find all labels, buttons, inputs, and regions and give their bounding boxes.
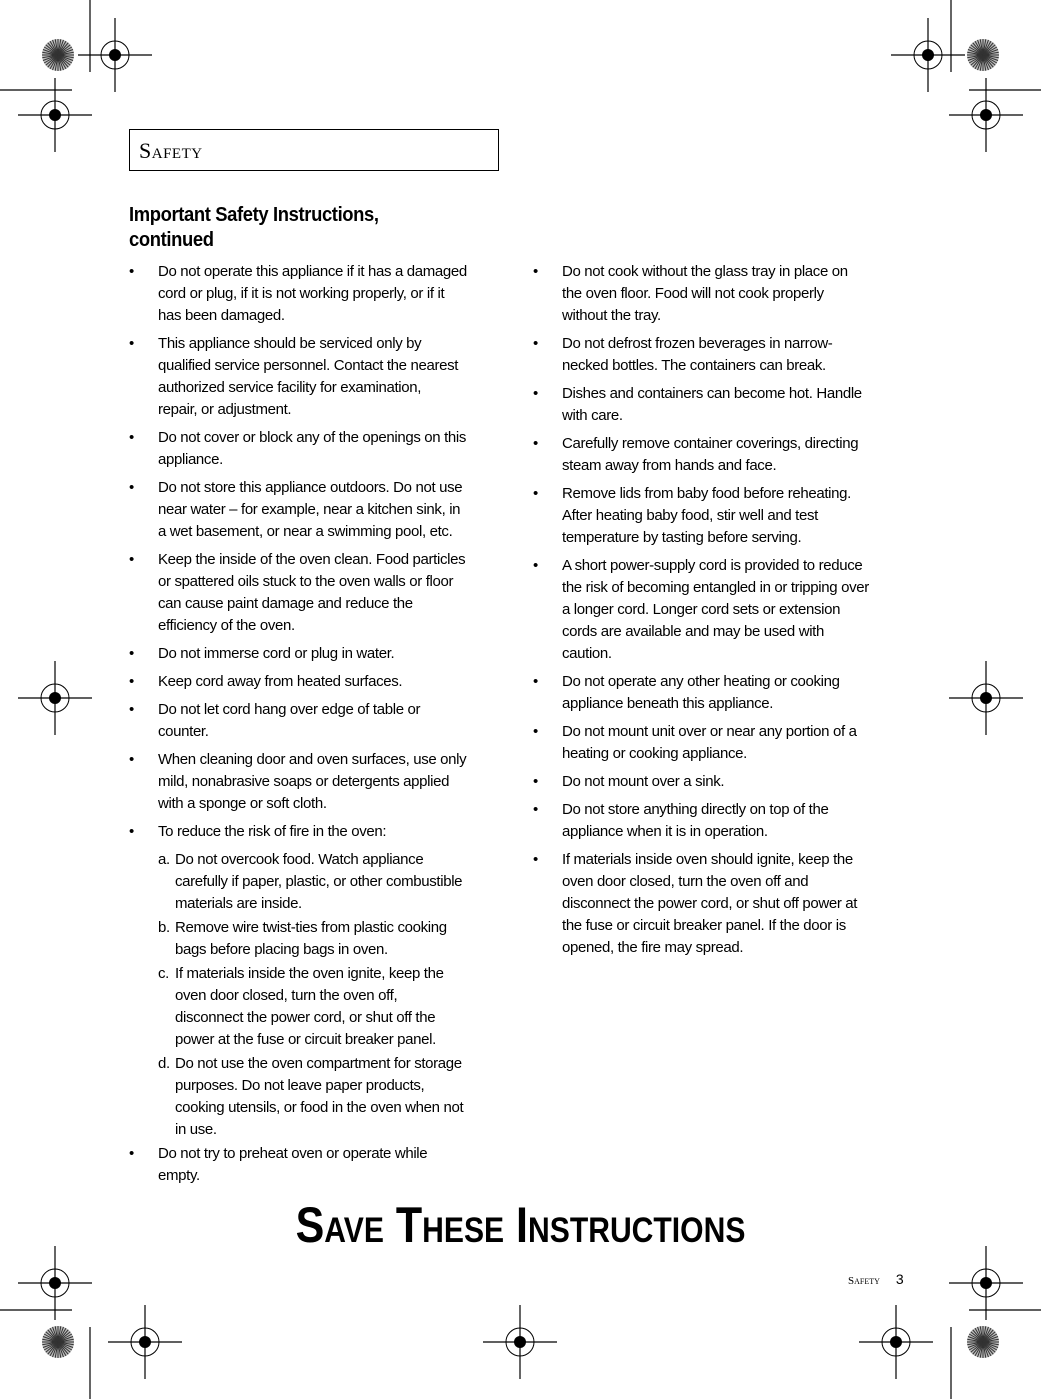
sub-item-text-line: carefully if paper, plastic, or other combustible bbox=[175, 873, 463, 890]
item-text-line: appliance beneath this appliance. bbox=[562, 695, 774, 712]
item-text-line: without the tray. bbox=[562, 307, 661, 324]
sub-item-label: b. bbox=[158, 919, 170, 936]
bullet-icon: • bbox=[129, 551, 134, 568]
item-text-line: with care. bbox=[562, 407, 623, 424]
item-text-line: temperature by tasting before serving. bbox=[562, 529, 802, 546]
item-text-line: oven door closed, turn the oven off and bbox=[562, 873, 809, 890]
left-column bbox=[129, 261, 509, 1193]
bullet-icon: • bbox=[129, 1145, 134, 1162]
bullet-icon: • bbox=[533, 673, 538, 690]
item-text-line: empty. bbox=[158, 1167, 200, 1184]
sub-item bbox=[158, 917, 509, 961]
item-text-line: authorized service facility for examination, bbox=[158, 379, 422, 396]
sub-item-text-line: power at the fuse or circuit breaker panel. bbox=[175, 1031, 436, 1048]
item-text-line: Do not try to preheat oven or operate while bbox=[158, 1145, 428, 1162]
bullet-icon: • bbox=[129, 751, 134, 768]
sub-item-text-line: bags before placing bags in oven. bbox=[175, 941, 388, 958]
item-text-line: cord or plug, if it is not working properly, or if it bbox=[158, 285, 445, 302]
item-text-line: appliance when it is in operation. bbox=[562, 823, 768, 840]
bullet-item bbox=[129, 261, 509, 327]
sub-item-text-line: Remove wire twist-ties from plastic cooking bbox=[175, 919, 447, 936]
bullet-item bbox=[533, 849, 913, 959]
sub-item bbox=[158, 849, 509, 915]
sub-list bbox=[158, 849, 509, 1141]
bullet-item bbox=[533, 261, 913, 327]
item-text-line: Do not cook without the glass tray in place on bbox=[562, 263, 848, 280]
bullet-icon: • bbox=[533, 851, 538, 868]
bullet-icon: • bbox=[533, 263, 538, 280]
bullet-icon: • bbox=[533, 435, 538, 452]
section-header: Safety bbox=[139, 138, 203, 163]
item-text-line: near water – for example, near a kitchen sink, in bbox=[158, 501, 461, 518]
footer-section: Safety bbox=[848, 1275, 880, 1287]
bullet-item bbox=[129, 427, 509, 471]
item-text-line: can cause paint damage and reduce the bbox=[158, 595, 413, 612]
sub-item bbox=[158, 963, 509, 1051]
item-text-line: has been damaged. bbox=[158, 307, 285, 324]
item-text-line: After heating baby food, stir well and test bbox=[562, 507, 818, 524]
bullet-icon: • bbox=[533, 485, 538, 502]
bullet-item bbox=[533, 483, 913, 549]
page-number: 3 bbox=[895, 1271, 904, 1287]
bullet-icon: • bbox=[129, 263, 134, 280]
bullet-icon: • bbox=[533, 335, 538, 352]
item-text-line: Do not operate any other heating or cooking bbox=[562, 673, 840, 690]
item-text-line: To reduce the risk of fire in the oven: bbox=[158, 823, 387, 840]
item-text-line: Do not let cord hang over edge of table or bbox=[158, 701, 421, 718]
sub-item-text-line: If materials inside the oven ignite, keep the bbox=[175, 965, 444, 982]
bullet-item bbox=[129, 749, 509, 815]
item-text-line: Carefully remove container coverings, directing bbox=[562, 435, 859, 452]
item-text-line: qualified service personnel. Contact the nearest bbox=[158, 357, 459, 374]
bullet-item bbox=[129, 699, 509, 743]
item-text-line: appliance. bbox=[158, 451, 223, 468]
sub-item-label: d. bbox=[158, 1055, 170, 1072]
item-text-line: Do not operate this appliance if it has a damaged bbox=[158, 263, 467, 280]
bullet-icon: • bbox=[533, 801, 538, 818]
item-text-line: opened, the fire may spread. bbox=[562, 939, 744, 956]
bullet-item bbox=[129, 333, 509, 421]
item-text-line: efficiency of the oven. bbox=[158, 617, 295, 634]
bullet-item bbox=[533, 433, 913, 477]
bullet-item bbox=[129, 671, 509, 693]
bullet-icon: • bbox=[129, 701, 134, 718]
bullet-item bbox=[533, 799, 913, 843]
item-text-line: caution. bbox=[562, 645, 612, 662]
bullet-item bbox=[533, 333, 913, 377]
bullet-item bbox=[533, 771, 913, 793]
bullet-item bbox=[533, 383, 913, 427]
sub-item-text-line: Do not overcook food. Watch appliance bbox=[175, 851, 424, 868]
page-title-line: continued bbox=[129, 229, 214, 251]
page-footer bbox=[848, 1271, 904, 1287]
item-text-line: Dishes and containers can become hot. Handle bbox=[562, 385, 862, 402]
section-header-box bbox=[129, 129, 499, 171]
item-text-line: Do not cover or block any of the openings on this bbox=[158, 429, 467, 446]
bullet-icon: • bbox=[129, 429, 134, 446]
item-text-line: the oven floor. Food will not cook properly bbox=[562, 285, 824, 302]
page-title bbox=[129, 203, 379, 253]
sub-item bbox=[158, 1053, 509, 1141]
bullet-icon: • bbox=[533, 773, 538, 790]
bullet-icon: • bbox=[129, 479, 134, 496]
item-text-line: Do not immerse cord or plug in water. bbox=[158, 645, 395, 662]
bullet-item bbox=[533, 671, 913, 715]
bullet-item bbox=[129, 643, 509, 665]
item-text-line: Do not mount over a sink. bbox=[562, 773, 725, 790]
bullet-item bbox=[533, 721, 913, 765]
bullet-icon: • bbox=[129, 823, 134, 840]
page-title-line: Important Safety Instructions, bbox=[129, 204, 379, 226]
item-text-line: with a sponge or soft cloth. bbox=[158, 795, 327, 812]
item-text-line: mild, nonabrasive soaps or detergents applied bbox=[158, 773, 450, 790]
item-text-line: Remove lids from baby food before reheating. bbox=[562, 485, 851, 502]
sub-item-text-line: disconnect the power cord, or shut off the bbox=[175, 1009, 436, 1026]
bullet-item bbox=[533, 555, 913, 665]
item-text-line: Do not store anything directly on top of the bbox=[562, 801, 829, 818]
bullet-item bbox=[129, 821, 509, 1141]
item-text-line: Do not defrost frozen beverages in narrow- bbox=[562, 335, 833, 352]
bullet-icon: • bbox=[129, 335, 134, 352]
sub-item-text-line: cooking utensils, or food in the oven when not bbox=[175, 1099, 464, 1116]
item-text-line: This appliance should be serviced only by bbox=[158, 335, 422, 352]
item-text-line: the fuse or circuit breaker panel. If the door is bbox=[562, 917, 846, 934]
item-text-line: disconnect the power cord, or shut off power at bbox=[562, 895, 858, 912]
bullet-icon: • bbox=[129, 673, 134, 690]
item-text-line: or spattered oils stuck to the oven walls or floor bbox=[158, 573, 454, 590]
item-text-line: When cleaning door and oven surfaces, use only bbox=[158, 751, 467, 768]
save-these-instructions-banner: Save These Instructions bbox=[295, 1197, 746, 1253]
sub-item-text-line: materials are inside. bbox=[175, 895, 302, 912]
item-text-line: cords are available and may be used with bbox=[562, 623, 824, 640]
bullet-icon: • bbox=[129, 645, 134, 662]
item-text-line: the risk of becoming entangled in or tripping over bbox=[562, 579, 869, 596]
item-text-line: Keep the inside of the oven clean. Food particles bbox=[158, 551, 466, 568]
bullet-icon: • bbox=[533, 385, 538, 402]
bullet-icon: • bbox=[533, 557, 538, 574]
item-text-line: a wet basement, or near a swimming pool, etc. bbox=[158, 523, 453, 540]
bullet-icon: • bbox=[533, 723, 538, 740]
item-text-line: A short power-supply cord is provided to reduce bbox=[562, 557, 863, 574]
item-text-line: necked bottles. The containers can break. bbox=[562, 357, 826, 374]
item-text-line: heating or cooking appliance. bbox=[562, 745, 747, 762]
item-text-line: counter. bbox=[158, 723, 209, 740]
item-text-line: Keep cord away from heated surfaces. bbox=[158, 673, 403, 690]
bullet-item bbox=[129, 477, 509, 543]
item-text-line: If materials inside oven should ignite, keep the bbox=[562, 851, 853, 868]
sub-item-label: a. bbox=[158, 851, 170, 868]
right-column bbox=[533, 261, 913, 965]
sub-item-text-line: in use. bbox=[175, 1121, 217, 1138]
bullet-item bbox=[129, 1143, 509, 1187]
item-text-line: Do not mount unit over or near any portion of a bbox=[562, 723, 857, 740]
item-text-line: repair, or adjustment. bbox=[158, 401, 292, 418]
sub-item-text-line: oven door closed, turn the oven off, bbox=[175, 987, 398, 1004]
sub-item-label: c. bbox=[158, 965, 169, 982]
sub-item-text-line: purposes. Do not leave paper products, bbox=[175, 1077, 425, 1094]
bullet-item bbox=[129, 549, 509, 637]
item-text-line: a longer cord. Longer cord sets or extension bbox=[562, 601, 841, 618]
item-text-line: steam away from hands and face. bbox=[562, 457, 777, 474]
item-text-line: Do not store this appliance outdoors. Do not use bbox=[158, 479, 463, 496]
sub-item-text-line: Do not use the oven compartment for storage bbox=[175, 1055, 462, 1072]
